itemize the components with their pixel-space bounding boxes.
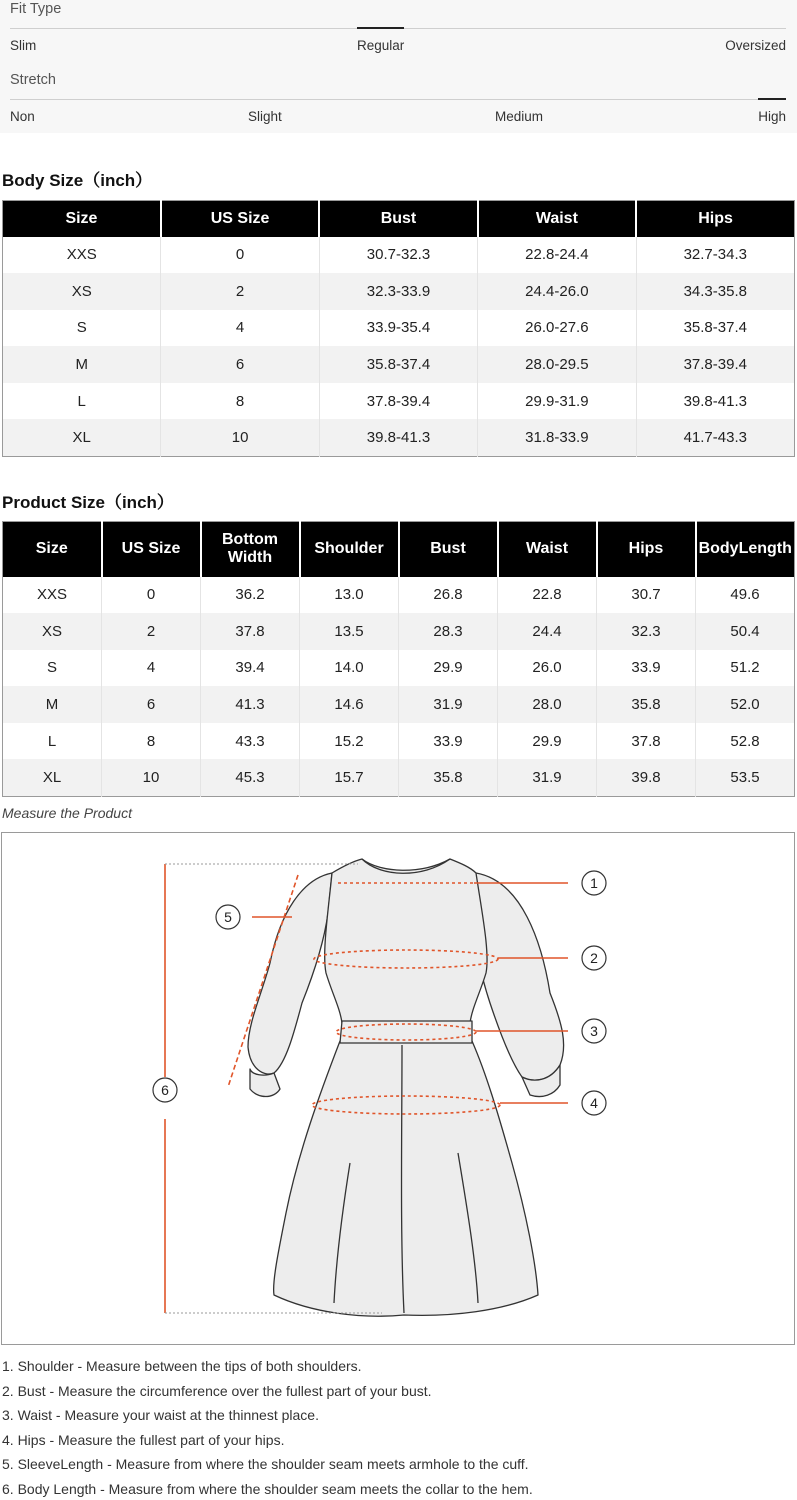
- table-cell: 4: [102, 650, 201, 687]
- table-cell: 24.4: [498, 613, 597, 650]
- table-cell: 43.3: [201, 723, 300, 760]
- table-cell: 37.8-39.4: [319, 383, 477, 420]
- table-row: [3, 759, 795, 796]
- table-cell: 28.0: [498, 686, 597, 723]
- column-header: Hips: [636, 201, 794, 237]
- fit-option-regular: Regular: [357, 38, 405, 53]
- measurement-notes: [2, 1357, 792, 1500]
- table-cell: 4: [161, 310, 319, 347]
- table-cell: 39.8-41.3: [319, 419, 477, 456]
- dress-waistband: [340, 1021, 472, 1043]
- table-row: [3, 237, 795, 274]
- column-header: US Size: [161, 201, 319, 237]
- column-header: Waist: [498, 522, 597, 577]
- column-header: Size: [3, 522, 102, 577]
- table-cell: 52.0: [696, 686, 795, 723]
- table-cell: 2: [102, 613, 201, 650]
- table-cell: 26.0-27.6: [478, 310, 636, 347]
- table-cell: 33.9-35.4: [319, 310, 477, 347]
- table-cell: XXS: [66, 246, 97, 264]
- table-cell: 0: [161, 237, 319, 274]
- table-cell: 14.0: [300, 650, 399, 687]
- body-size-table: [2, 200, 795, 457]
- stretch-scale: [10, 99, 786, 100]
- table-cell: 33.9: [399, 723, 498, 760]
- table-cell: 31.9: [498, 759, 597, 796]
- table-cell: XXS: [36, 586, 67, 604]
- table-cell: 37.8: [201, 613, 300, 650]
- table-row: [3, 310, 795, 347]
- table-cell: 8: [161, 383, 319, 420]
- marker-6-label: 6: [161, 1082, 169, 1098]
- table-cell: 39.8: [597, 759, 696, 796]
- marker-2-label: 2: [590, 950, 598, 966]
- product-size-title: Product Size（inch）: [2, 493, 174, 512]
- table-cell: 52.8: [696, 723, 795, 760]
- table-cell: 14.6: [300, 686, 399, 723]
- table-cell: 35.8-37.4: [319, 346, 477, 383]
- table-row: [3, 346, 795, 383]
- note-sleeve-length: 5. SleeveLength - Measure from where the shoulder seam meets armhole to the cuff.: [2, 1456, 529, 1473]
- table-cell: 26.8: [399, 577, 498, 614]
- table-cell: 28.0-29.5: [478, 346, 636, 383]
- table-cell: 10: [161, 419, 319, 456]
- stretch-indicator: [758, 98, 786, 100]
- table-cell: XL: [3, 759, 102, 796]
- table-cell: 37.8-39.4: [636, 346, 794, 383]
- marker-5-label: 5: [224, 909, 232, 925]
- table-cell: 31.8-33.9: [478, 419, 636, 456]
- fit-type-title: Fit Type: [10, 1, 62, 17]
- table-cell: 29.9-31.9: [478, 383, 636, 420]
- measurement-diagram: [1, 832, 795, 1345]
- diagram-caption: Measure the Product: [2, 805, 132, 821]
- table-cell: XL: [3, 419, 161, 456]
- stretch-option-non: Non: [10, 109, 35, 124]
- marker-1-label: 1: [590, 875, 598, 891]
- column-header: Bust: [319, 201, 477, 237]
- table-cell: 29.9: [399, 650, 498, 687]
- column-header: US Size: [102, 522, 201, 577]
- table-cell: 41.7-43.3: [636, 419, 794, 456]
- table-header-row: [3, 522, 795, 577]
- table-cell: 32.3: [597, 613, 696, 650]
- table-cell: L: [47, 732, 57, 750]
- fit-type-indicator: [357, 27, 404, 29]
- table-cell: 45.3: [201, 759, 300, 796]
- table-cell: 8: [102, 723, 201, 760]
- table-row: [3, 419, 795, 456]
- stretch-option-medium: Medium: [495, 109, 544, 124]
- table-cell: 37.8: [597, 723, 696, 760]
- table-cell: 15.7: [300, 759, 399, 796]
- table-row: [3, 686, 795, 723]
- table-cell: S: [76, 319, 87, 337]
- table-cell: 34.3-35.8: [636, 273, 794, 310]
- column-header: Waist: [478, 201, 636, 237]
- table-row: [3, 577, 795, 614]
- note-body-length: 6. Body Length - Measure from where the shoulder seam meets the collar to the hem.: [2, 1480, 533, 1497]
- column-header: Shoulder: [300, 522, 399, 577]
- stretch-option-high: High: [758, 109, 786, 124]
- table-cell: 50.4: [696, 613, 795, 650]
- table-cell: L: [77, 392, 86, 410]
- table-cell: 41.3: [201, 686, 300, 723]
- table-row: [3, 273, 795, 310]
- table-cell: 10: [102, 759, 201, 796]
- table-cell: 31.9: [399, 686, 498, 723]
- fit-option-oversized: Oversized: [725, 38, 786, 53]
- table-cell: 22.8: [498, 577, 597, 614]
- table-cell: 35.8-37.4: [636, 310, 794, 347]
- table-row: [3, 383, 795, 420]
- table-cell: 39.8-41.3: [636, 383, 794, 420]
- column-header: Size: [3, 201, 161, 237]
- column-header: Bust: [399, 522, 498, 577]
- table-header-row: [3, 201, 795, 237]
- table-cell: 13.5: [300, 613, 399, 650]
- table-cell: 22.8-24.4: [478, 237, 636, 274]
- column-header: Hips: [597, 522, 696, 577]
- table-cell: 28.3: [399, 613, 498, 650]
- stretch-title: Stretch: [10, 72, 56, 88]
- note-hips: 4. Hips - Measure the fullest part of your hips.: [2, 1431, 285, 1448]
- table-cell: 32.7-34.3: [636, 237, 794, 274]
- table-cell: 15.2: [300, 723, 399, 760]
- table-cell: XS: [3, 613, 102, 650]
- table-cell: 33.9: [597, 650, 696, 687]
- table-row: [3, 650, 795, 687]
- dress-skirt: [274, 1041, 538, 1316]
- note-shoulder: 1. Shoulder - Measure between the tips of both shoulders.: [2, 1358, 362, 1374]
- table-cell: 51.2: [696, 650, 795, 687]
- table-cell: 35.8: [399, 759, 498, 796]
- note-waist: 3. Waist - Measure your waist at the thinnest place.: [2, 1407, 319, 1424]
- column-header: BodyLength: [696, 522, 795, 577]
- table-cell: 35.8: [597, 686, 696, 723]
- table-cell: 24.4-26.0: [478, 273, 636, 310]
- table-cell: M: [3, 346, 161, 383]
- table-cell: XS: [3, 273, 161, 310]
- fit-panel: [0, 0, 797, 133]
- table-cell: 2: [161, 273, 319, 310]
- table-cell: 30.7: [597, 577, 696, 614]
- table-cell: M: [3, 686, 102, 723]
- note-bust: 2. Bust - Measure the circumference over the fullest part of your bust.: [2, 1382, 432, 1399]
- left-sleeve: [248, 873, 332, 1074]
- body-size-title: Body Size（inch）: [2, 171, 153, 190]
- fit-option-slim: Slim: [10, 38, 37, 53]
- product-size-table: [2, 521, 795, 797]
- table-cell: 49.6: [696, 577, 795, 614]
- table-row: [3, 613, 795, 650]
- table-cell: 6: [102, 686, 201, 723]
- table-cell: 0: [102, 577, 201, 614]
- stretch-option-slight: Slight: [248, 109, 282, 124]
- dress-diagram-svg: [2, 833, 794, 1344]
- table-cell: 26.0: [498, 650, 597, 687]
- table-cell: S: [46, 659, 57, 677]
- table-cell: 29.9: [498, 723, 597, 760]
- table-cell: 30.7-32.3: [319, 237, 477, 274]
- table-cell: 32.3-33.9: [319, 273, 477, 310]
- table-cell: 6: [161, 346, 319, 383]
- table-row: [3, 723, 795, 760]
- table-cell: 39.4: [201, 650, 300, 687]
- marker-4-label: 4: [590, 1095, 598, 1111]
- table-cell: 13.0: [300, 577, 399, 614]
- table-cell: 53.5: [696, 759, 795, 796]
- table-cell: 36.2: [201, 577, 300, 614]
- column-header: Bottom Width: [201, 522, 300, 577]
- marker-3-label: 3: [590, 1023, 598, 1039]
